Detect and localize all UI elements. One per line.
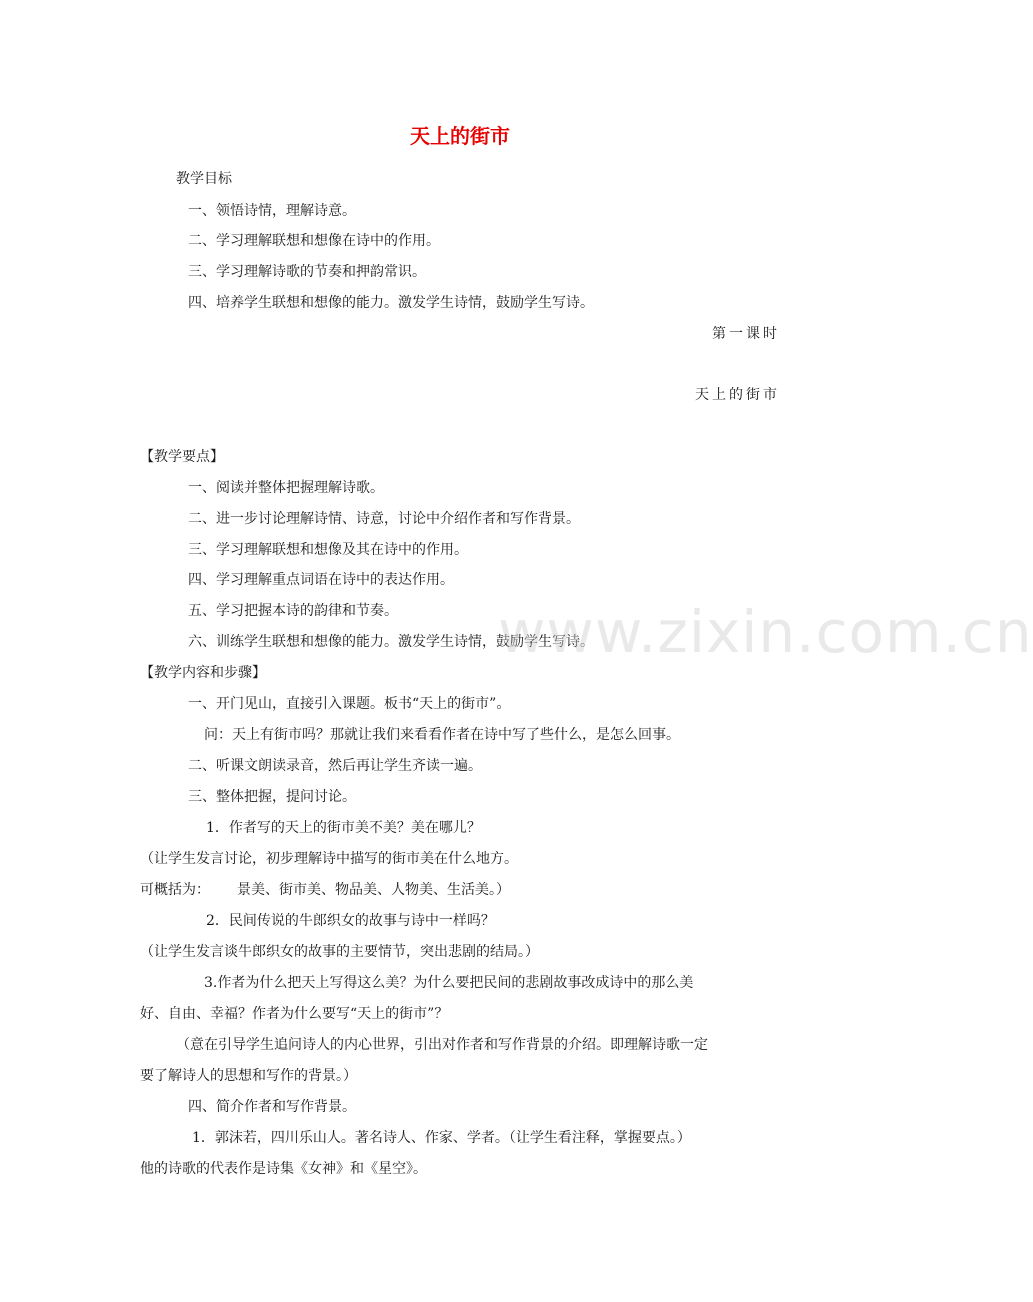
key-point-item: 一、阅读并整体把握理解诗歌。 [188,480,384,496]
key-point-item: 五、学习把握本诗的韵律和节奏。 [188,603,398,619]
lesson-title: 天上的街市 [695,387,780,403]
objective-item: 三、学习理解诗歌的节奏和押韵常识。 [188,264,426,280]
procedure-line: 二、听课文朗读录音，然后再让学生齐读一遍。 [188,758,482,774]
procedure-line: 2．民间传说的牛郎织女的故事与诗中一样吗？ [206,913,495,929]
procedure-line: 要了解诗人的思想和写作的背景。） [140,1068,357,1084]
procedure-line: 三、整体把握，提问讨论。 [188,789,356,805]
procedure-line: （让学生发言谈牛郎织女的故事的主要情节，突出悲剧的结局。） [140,944,539,960]
procedure-heading: 【教学内容和步骤】 [140,665,266,681]
lesson-label: 第一课时 [712,326,780,342]
key-point-item: 三、学习理解联想和想像及其在诗中的作用。 [188,542,468,558]
key-points-heading: 【教学要点】 [140,449,224,465]
procedure-line: 3.作者为什么把天上写得这么美？为什么要把民间的悲剧故事改成诗中的那么美 [204,975,694,991]
procedure-line: 问：天上有街市吗？那就让我们来看看作者在诗中写了些什么，是怎么回事。 [204,727,680,743]
watermark: www.zixin.com.cn [498,598,1033,666]
procedure-line: 可概括为： [140,882,210,898]
key-point-item: 四、学习理解重点词语在诗中的表达作用。 [188,572,454,588]
procedure-line: （意在引导学生追问诗人的内心世界，引出对作者和写作背景的介绍。即理解诗歌一定 [176,1037,708,1053]
procedure-line: 好、自由、幸福？作者为什么要写“天上的街市”？ [140,1006,449,1022]
procedure-line: （让学生发言讨论，初步理解诗中描写的街市美在什么地方。 [140,851,518,867]
procedure-line: 四、简介作者和写作背景。 [188,1099,356,1115]
procedure-line: 景美、街市美、物品美、人物美、生活美。） [237,882,510,898]
key-point-item: 六、训练学生联想和想像的能力。激发学生诗情，鼓励学生写诗。 [188,634,594,650]
key-point-item: 二、进一步讨论理解诗情、诗意，讨论中介绍作者和写作背景。 [188,511,580,527]
procedure-line: 一、开门见山，直接引入课题。板书“天上的街市”。 [188,696,511,712]
objective-item: 二、学习理解联想和想像在诗中的作用。 [188,233,440,249]
document-title: 天上的街市 [410,124,510,148]
objective-item: 四、培养学生联想和想像的能力。激发学生诗情，鼓励学生写诗。 [188,295,594,311]
objectives-heading: 教学目标 [176,171,232,187]
procedure-line: 1．郭沫若，四川乐山人。著名诗人、作家、学者。（让学生看注释，掌握要点。） [192,1130,691,1146]
procedure-line: 1．作者写的天上的街市美不美？美在哪儿？ [206,820,481,836]
objective-item: 一、领悟诗情，理解诗意。 [188,203,356,219]
procedure-line: 他的诗歌的代表作是诗集《女神》和《星空》。 [140,1161,427,1177]
